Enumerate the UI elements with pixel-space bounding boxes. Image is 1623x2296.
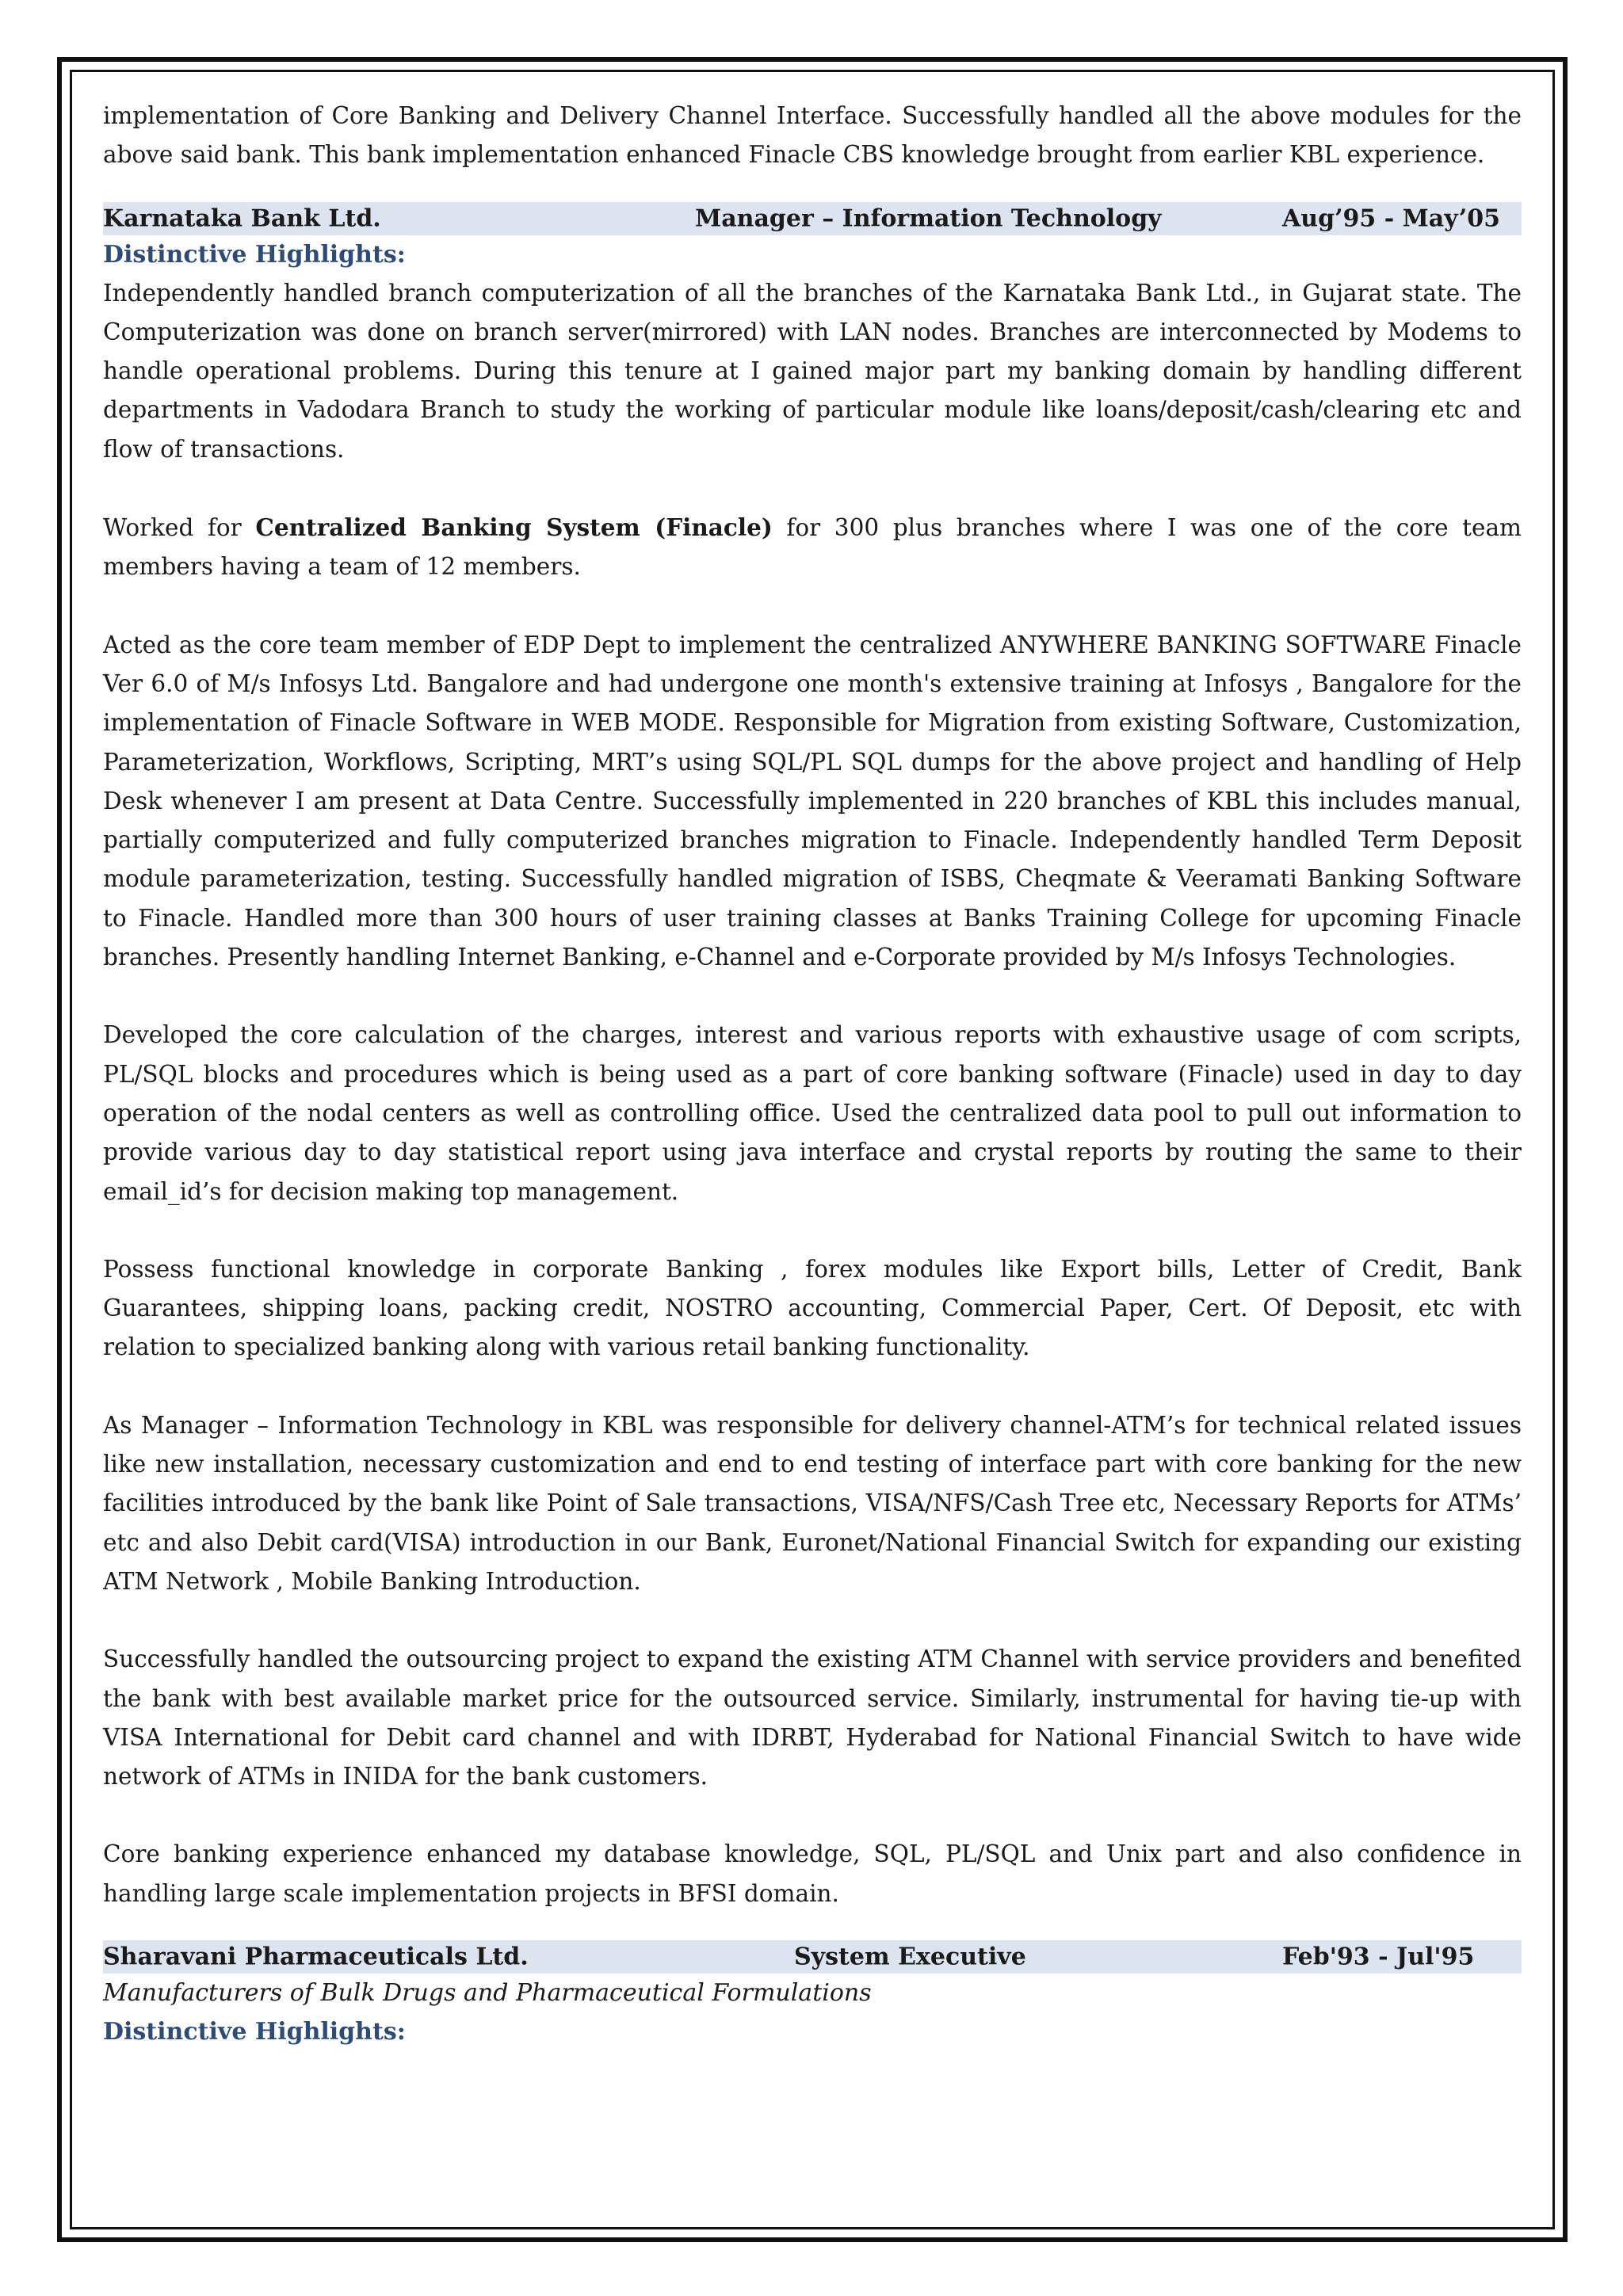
- job-header-sharavani: [103, 1940, 1522, 1974]
- highlight-paragraph: Acted as the core team member of EDP Dept to implement the centralized ANYWHERE BANKING SOFTWARE Finacle Ver 6.0 of M/s Infosys Ltd. Bangalore and had undergone one month's extensive training at Infosys , Bangalore for the implementation of Finacle Software in WEB MODE. Responsible for Migration from existing Software, Customization, Parameterization, Workflows, Scripting, MRT’s using SQL/PL SQL dumps for the above project and handling of Help Desk whenever I am present at Data Centre. Successfully implemented in 220 branches of KBL this includes manual, partially computerized and fully computerized branches migration to Finacle. Independently handled Term Deposit module parameterization, testing. Successfully handled migration of ISBS, Cheqmate & Veeramati Banking Software to Finacle. Handled more than 300 hours of user training classes at Banks Training College for upcoming Finacle branches. Presently handling Internet Banking, e-Channel and e-Corporate provided by M/s Infosys Technologies.: [103, 631, 1522, 971]
- text-fragment: Worked for: [103, 514, 256, 542]
- highlight-paragraph: Independently handled branch computerization of all the branches of the Karnataka Bank Ltd., in Gujarat state. The Computerization was done on branch server(mirrored) with LAN nodes. Branches are interconnected by Modems to handle operational problems. During this tenure at I gained major part my banking domain by handling different departments in Vadodara Branch to study the working of particular module like loans/deposit/cash/clearing etc and flow of transactions.: [103, 279, 1522, 463]
- job-header-karnataka-bank: [103, 202, 1522, 235]
- job-title: Manager – Information Technology: [695, 204, 1162, 233]
- highlights-heading: Distinctive Highlights:: [103, 2017, 406, 2046]
- highlight-paragraph: Core banking experience enhanced my database knowledge, SQL, PL/SQL and Unix part and also confidence in handling large scale implementation projects in BFSI domain.: [103, 1840, 1522, 1907]
- resume-content: [103, 97, 1522, 2051]
- job-dates: Feb'93 - Jul'95: [1282, 1943, 1475, 1971]
- job-dates: Aug’95 - May’05: [1282, 204, 1500, 233]
- job-company: Sharavani Pharmaceuticals Ltd.: [103, 1943, 529, 1971]
- highlight-paragraph: As Manager – Information Technology in KBL was responsible for delivery channel-ATM’s for technical related issues like new installation, necessary customization and end to end testing of interface part with core banking for the new facilities introduced by the bank like Point of Sale transactions, VISA/NFS/Cash Tree etc, Necessary Reports for ATMs’ etc and also Debit card(VISA) introduction in our Bank, Euronet/National Financial Switch for expanding our existing ATM Network , Mobile Banking Introduction.: [103, 1411, 1522, 1595]
- job-company: Karnataka Bank Ltd.: [103, 204, 381, 233]
- highlight-paragraph: Successfully handled the outsourcing project to expand the existing ATM Channel with service providers and benefited the bank with best available market price for the outsourced service. Similarly, instrumental for having tie-up with VISA International for Debit card channel and with IDRBT, Hyderabad for National Financial Switch to have wide network of ATMs in INIDA for the bank customers.: [103, 1646, 1522, 1791]
- company-tagline: Manufacturers of Bulk Drugs and Pharmaceutical Formulations: [103, 1978, 872, 2007]
- highlight-paragraph: Possess functional knowledge in corporate Banking , forex modules like Export bills, Letter of Credit, Bank Guarantees, shipping loans, packing credit, NOSTRO accounting, Commercial Paper, Cert. Of Deposit, etc with relation to specialized banking along with various retail banking functionality.: [103, 1255, 1522, 1361]
- intro-paragraph: implementation of Core Banking and Delivery Channel Interface. Successfully handled all the above modules for the above said bank. This bank implementation enhanced Finacle CBS knowledge brought from earlier KBL experience.: [103, 102, 1522, 169]
- text-fragment: for 300 plus branches where I was one of the core team members having a team of 12 members.: [103, 514, 1522, 581]
- highlight-paragraph: Developed the core calculation of the charges, interest and various reports with exhaustive usage of com scripts, PL/SQL blocks and procedures which is being used as a part of core banking software (Finacle) used in day to day operation of the nodal centers as well as controlling office. Used the centralized data pool to pull out information to provide various day to day statistical report using java interface and crystal reports by routing the same to their email_id’s for decision making top management.: [103, 1021, 1522, 1205]
- highlight-paragraph: [103, 508, 1522, 587]
- bold-text: Centralized Banking System (Finacle): [255, 513, 773, 542]
- highlights-heading: Distinctive Highlights:: [103, 240, 406, 269]
- job-title: System Executive: [794, 1943, 1026, 1971]
